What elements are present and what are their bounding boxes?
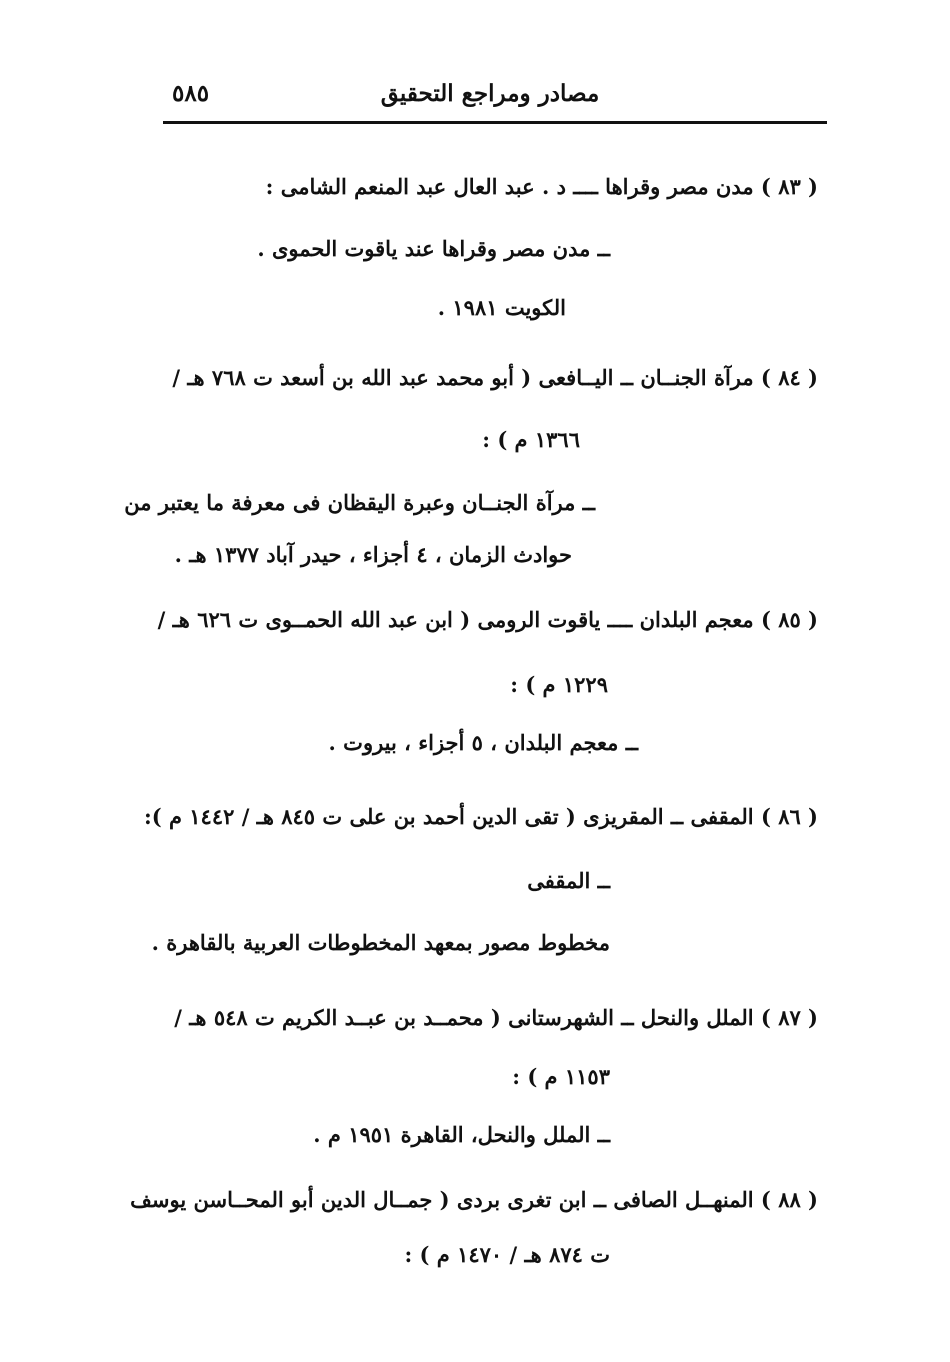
entry-87-work: ــ الملل والنحل، القاهرة ١٩٥١ م . bbox=[313, 1122, 610, 1147]
entry-87-heading-cont: ١١٥٣ م ) : bbox=[512, 1064, 610, 1089]
entry-83-publication: الكويت ١٩٨١ . bbox=[437, 295, 566, 320]
running-title: مصادر ومراجع التحقيق bbox=[380, 80, 600, 107]
entry-85-heading: ( ٨٥ ) معجم البلدان ــــ ياقوت الرومى ( ابن عبد الله الحمــوى ت ٦٢٦ هـ / bbox=[157, 607, 818, 632]
entry-84-heading-cont: ١٣٦٦ م ) : bbox=[482, 427, 580, 452]
entry-86-work: ــ المقفى bbox=[527, 868, 610, 893]
entry-86-heading: ( ٨٦ ) المقفى ــ المقريزى ( تقى الدين أحمد بن على ت ٨٤٥ هـ / ١٤٤٢ م ): bbox=[143, 804, 818, 829]
entry-84-work: ــ مرآة الجنــان وعبرة اليقظان فى معرفة ما يعتبر من bbox=[124, 490, 595, 515]
entry-83-work: ــ مدن مصر وقراها عند ياقوت الحموى . bbox=[257, 236, 610, 261]
entry-84-publication: حوادث الزمان ، ٤ أجزاء ، حيدر آباد ١٣٧٧ هـ . bbox=[174, 542, 572, 567]
entry-83-heading: ( ٨٣ ) مدن مصر وقراها ــــ د . عبد العال عبد المنعم الشامى : bbox=[265, 174, 818, 199]
entry-88-heading-cont: ت ٨٧٤ هـ / ١٤٧٠ م ) : bbox=[404, 1242, 610, 1267]
entry-85-work: ــ معجم البلدان ، ٥ أجزاء ، بيروت . bbox=[328, 730, 638, 755]
page-number: ٥٨٥ bbox=[172, 80, 210, 107]
entry-88-heading: ( ٨٨ ) المنهــل الصافى ــ ابن تغرى بردى ( جمــال الدين أبو المحــاسن يوسف bbox=[130, 1187, 818, 1212]
entry-87-heading: ( ٨٧ ) الملل والنحل ــ الشهرستانى ( محمــد بن عبــد الكريم ت ٥٤٨ هـ / bbox=[174, 1005, 818, 1030]
entry-85-heading-cont: ١٢٢٩ م ) : bbox=[510, 672, 608, 697]
header-rule bbox=[163, 121, 827, 124]
entry-84-heading: ( ٨٤ ) مرآة الجنــان ــ اليــافعى ( أبو محمد عبد الله بن أسعد ت ٧٦٨ هـ / bbox=[172, 365, 818, 390]
entry-86-publication: مخطوط مصور بمعهد المخطوطات العربية بالقاهرة . bbox=[151, 930, 610, 955]
